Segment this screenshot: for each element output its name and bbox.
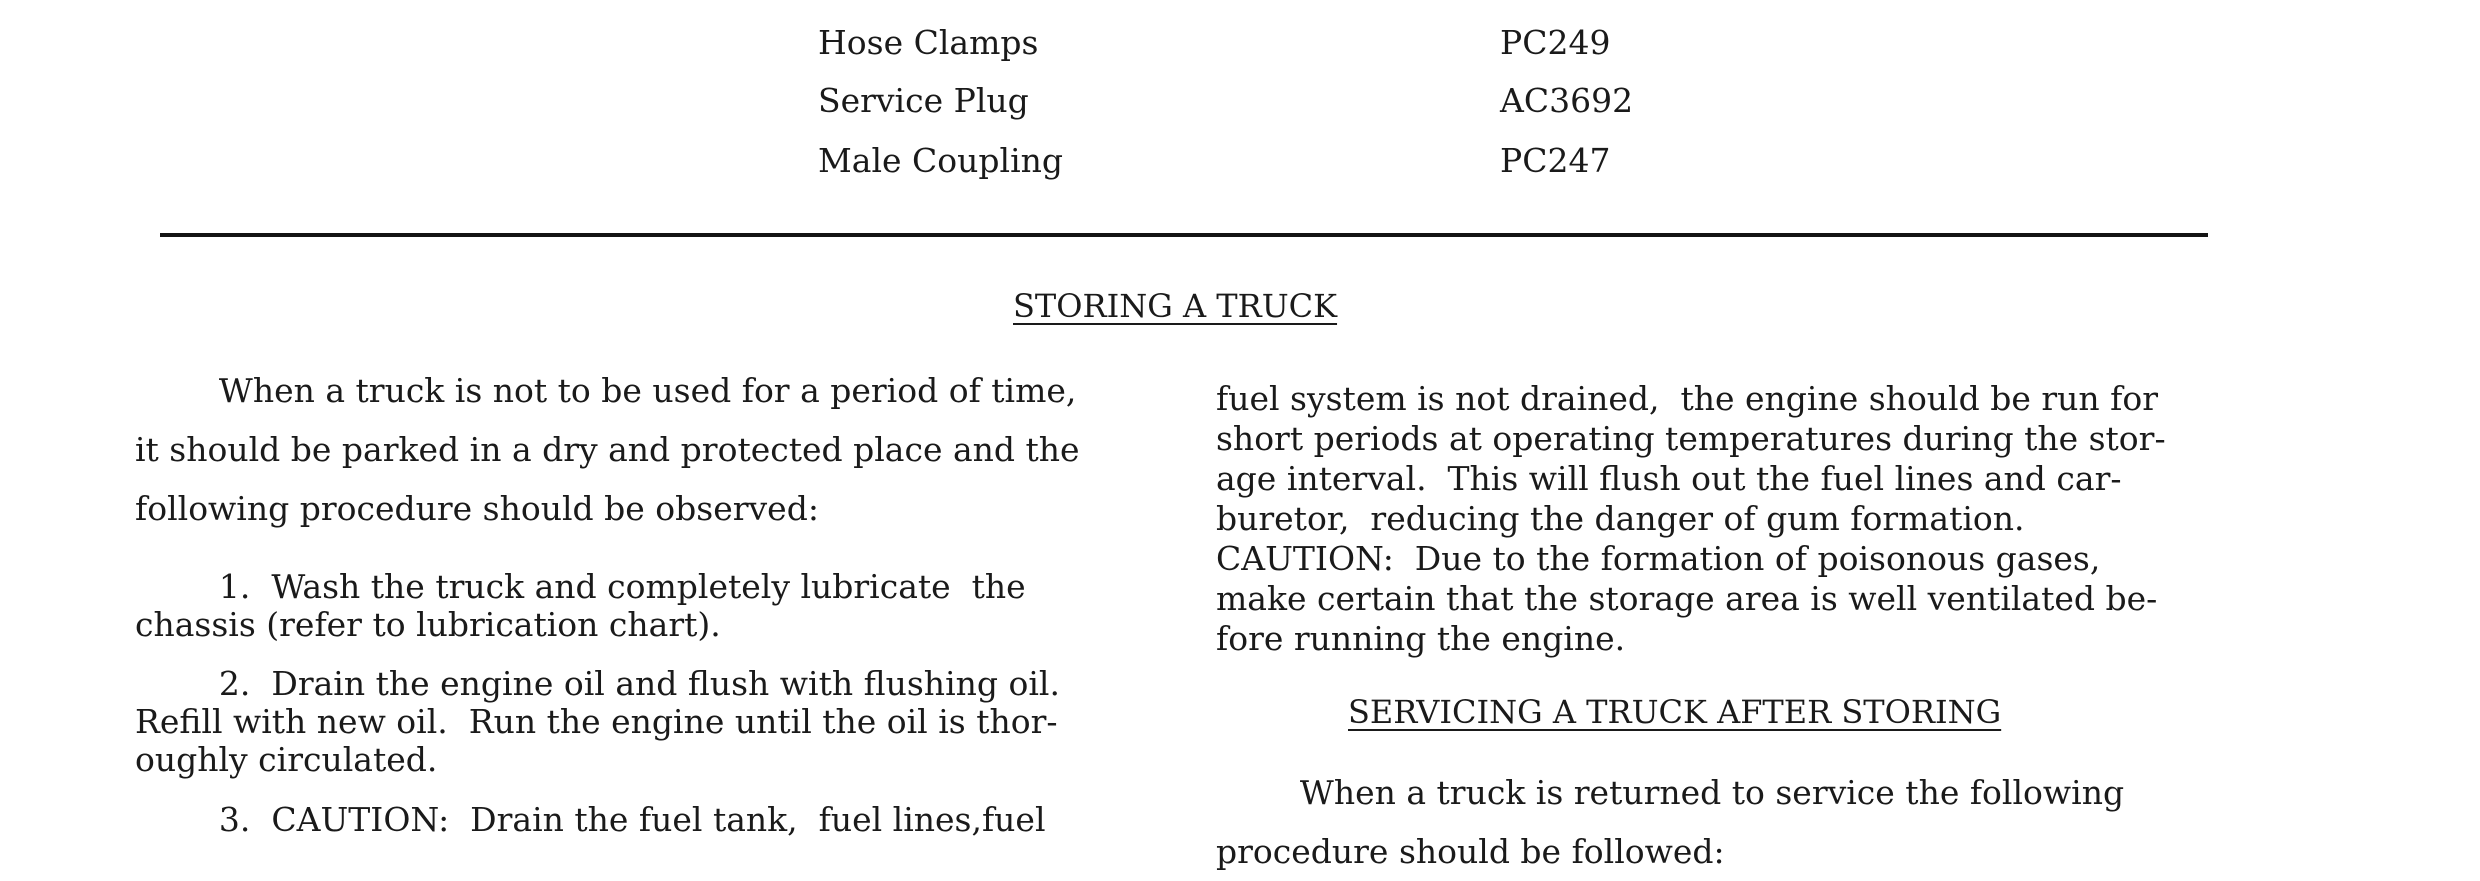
servicing-intro-paragraph bbox=[1216, 763, 2236, 881]
text-line: age interval. This will flush out the fuel lines and car- bbox=[1216, 459, 2122, 498]
parts-row bbox=[818, 136, 1718, 186]
part-number: PC247 bbox=[1500, 141, 1611, 180]
step-2-paragraph bbox=[135, 665, 1150, 779]
text-line: chassis (refer to lubrication chart). bbox=[135, 605, 721, 644]
text-line: 2. Drain the engine oil and flush with flushing oil. bbox=[135, 664, 1060, 703]
part-number: PC249 bbox=[1500, 23, 1611, 62]
part-name: Hose Clamps bbox=[818, 23, 1039, 62]
text-line: fore running the engine. bbox=[1216, 619, 1626, 658]
section-heading-servicing: SERVICING A TRUCK AFTER STORING bbox=[1348, 693, 2002, 731]
part-number: AC3692 bbox=[1500, 81, 1634, 120]
horizontal-divider bbox=[160, 233, 2208, 237]
text-line: it should be parked in a dry and protected place and the bbox=[135, 430, 1080, 469]
parts-row bbox=[818, 18, 1718, 68]
text-line: short periods at operating temperatures during the stor- bbox=[1216, 419, 2166, 458]
text-line: CAUTION: Due to the formation of poisonous gases, bbox=[1216, 539, 2101, 578]
text-line: procedure should be followed: bbox=[1216, 832, 1725, 871]
step-3-paragraph bbox=[135, 801, 1150, 839]
text-line: make certain that the storage area is well ventilated be- bbox=[1216, 579, 2158, 618]
text-line: When a truck is returned to service the following bbox=[1216, 773, 2125, 812]
intro-paragraph bbox=[135, 361, 1150, 538]
text-line: 3. CAUTION: Drain the fuel tank, fuel lines,fuel bbox=[135, 800, 1046, 839]
parts-row bbox=[818, 76, 1718, 126]
text-line: following procedure should be observed: bbox=[135, 489, 819, 528]
text-line: Refill with new oil. Run the engine until the oil is thor- bbox=[135, 702, 1058, 741]
text-line: fuel system is not drained, the engine should be run for bbox=[1216, 379, 2158, 418]
text-line: buretor, reducing the danger of gum formation. bbox=[1216, 499, 2025, 538]
part-name: Male Coupling bbox=[818, 141, 1064, 180]
text-line: oughly circulated. bbox=[135, 740, 438, 779]
text-line: When a truck is not to be used for a period of time, bbox=[135, 371, 1077, 410]
part-name: Service Plug bbox=[818, 81, 1029, 120]
text-line: 1. Wash the truck and completely lubricate the bbox=[135, 567, 1026, 606]
step-1-paragraph bbox=[135, 568, 1150, 644]
fuel-system-paragraph bbox=[1216, 379, 2236, 659]
section-heading-storing: STORING A TRUCK bbox=[1013, 287, 1338, 325]
